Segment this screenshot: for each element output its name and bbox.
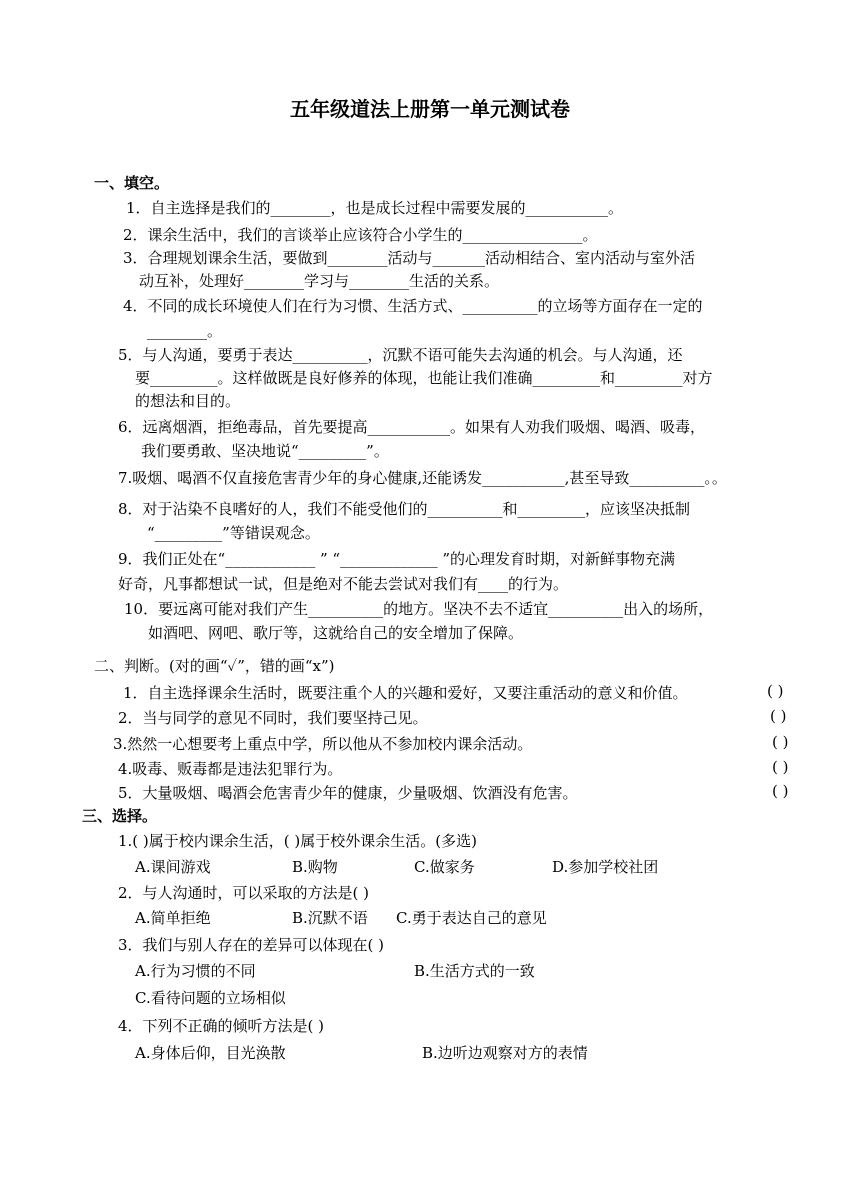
- choice-1-option-a: A.课间游戏: [135, 858, 211, 876]
- fill-question-10-cont: 如酒吧、网吧、歌厅等，这就给自己的安全增加了保障。: [148, 624, 524, 642]
- fill-question-5-cont: 要_________。这样做既是良好修养的体现，也能让我们准确_________和_________对方: [135, 369, 713, 387]
- judge-question-4: 4.吸毒、贩毒都是违法犯罪行为。: [118, 760, 343, 778]
- judge-answer-paren-2: ( ): [770, 707, 787, 725]
- section-judge-heading: 二、判断。(对的画“✓”，错的画“x”): [94, 657, 335, 675]
- judge-question-3: 3.然然一心想要考上重点中学，所以他从不参加校内课余活动。: [113, 735, 533, 753]
- choice-question-3: 3．我们与别人存在的差异可以体现在( ): [118, 936, 385, 954]
- choice-3-option-b: B.生活方式的一致: [414, 962, 535, 980]
- fill-question-9-cont: 好奇，凡事都想试一试，但是绝对不能去尝试对我们有____的行为。: [118, 575, 569, 593]
- fill-question-4: 4．不同的成长环境使人们在行为习惯、生活方式、__________的立场等方面存在一定的: [123, 297, 703, 315]
- section-choice-heading: 三、选择。: [82, 807, 158, 825]
- fill-question-6: 6．远离烟酒，拒绝毒品，首先要提高___________。如果有人劝我们吸烟、喝酒、吸毒，: [118, 418, 706, 436]
- fill-question-2: 2．课余生活中，我们的言谈举止应该符合小学生的________________。: [123, 226, 598, 244]
- choice-1-option-c: C.做家务: [414, 858, 475, 876]
- choice-1-option-d: D.参加学校社团: [552, 858, 659, 876]
- section-fill-heading: 一、填空。: [94, 174, 170, 192]
- choice-2-option-a: A.简单拒绝: [135, 909, 211, 927]
- fill-question-6-cont: 我们要勇敢、坚决地说“_________”。: [141, 442, 389, 460]
- choice-question-1: 1.( )属于校内课余生活，( )属于校外课余生活。(多选): [118, 832, 477, 850]
- choice-4-option-a: A.身体后仰，目光涣散: [135, 1044, 286, 1062]
- fill-question-8-cont: “_________”等错误观念。: [147, 524, 320, 542]
- fill-question-3-cont: 动互补，处理好________学习与________生活的关系。: [139, 272, 500, 290]
- fill-question-8: 8．对于沾染不良嗜好的人，我们不能受他们的__________和_________，应该坚决抵制: [118, 500, 691, 518]
- choice-3-option-a: A.行为习惯的不同: [135, 962, 256, 980]
- fill-question-9: 9．我们正处在“____________ ” “_____________ ”的心理发育时期，对新鲜事物充满: [118, 550, 676, 568]
- fill-question-4-cont: ________。: [147, 322, 223, 340]
- judge-answer-paren-3: ( ): [772, 733, 789, 751]
- judge-question-1: 1．自主选择课余生活时，既要注重个人的兴趣和爱好，又要注重活动的意义和价值。: [123, 684, 688, 702]
- choice-3-option-c: C.看待问题的立场相似: [135, 989, 286, 1007]
- choice-question-4: 4．下列不正确的倾听方法是( ): [118, 1017, 325, 1035]
- judge-answer-paren-5: ( ): [772, 782, 789, 800]
- fill-question-5-cont2: 的想法和目的。: [135, 392, 241, 410]
- judge-question-2: 2．当与同学的意见不同时，我们要坚持己见。: [118, 709, 428, 727]
- choice-2-option-b: B.沉默不语: [292, 909, 368, 927]
- fill-question-10: 10．要远离可能对我们产生__________的地方。坚决不去不适宜__________出入的场所，: [124, 600, 714, 618]
- page-title: 五年级道法上册第一单元测试卷: [290, 97, 570, 121]
- fill-question-7: 7.吸烟、喝酒不仅直接危害青少年的身心健康,还能诱发___________,甚至导致__________。。: [118, 469, 727, 487]
- choice-2-option-c: C.勇于表达自己的意见: [396, 909, 547, 927]
- judge-question-5: 5．大量吸烟、喝酒会危害青少年的健康，少量吸烟、饮酒没有危害。: [118, 784, 578, 802]
- judge-answer-paren-4: ( ): [772, 758, 789, 776]
- judge-answer-paren-1: ( ): [767, 682, 784, 700]
- choice-4-option-b: B.边听边观察对方的表情: [422, 1044, 588, 1062]
- fill-question-5: 5．与人沟通，要勇于表达__________，沉默不语可能失去沟通的机会。与人沟通，还: [118, 346, 683, 364]
- fill-question-3: 3．合理规划课余生活，要做到________活动与_______活动相结合、室内活动与室外活: [123, 249, 696, 267]
- choice-question-2: 2．与人沟通时，可以采取的方法是( ): [118, 884, 370, 902]
- choice-1-option-b: B.购物: [292, 858, 338, 876]
- fill-question-1: 1．自主选择是我们的________，也是成长过程中需要发展的___________。: [126, 199, 624, 217]
